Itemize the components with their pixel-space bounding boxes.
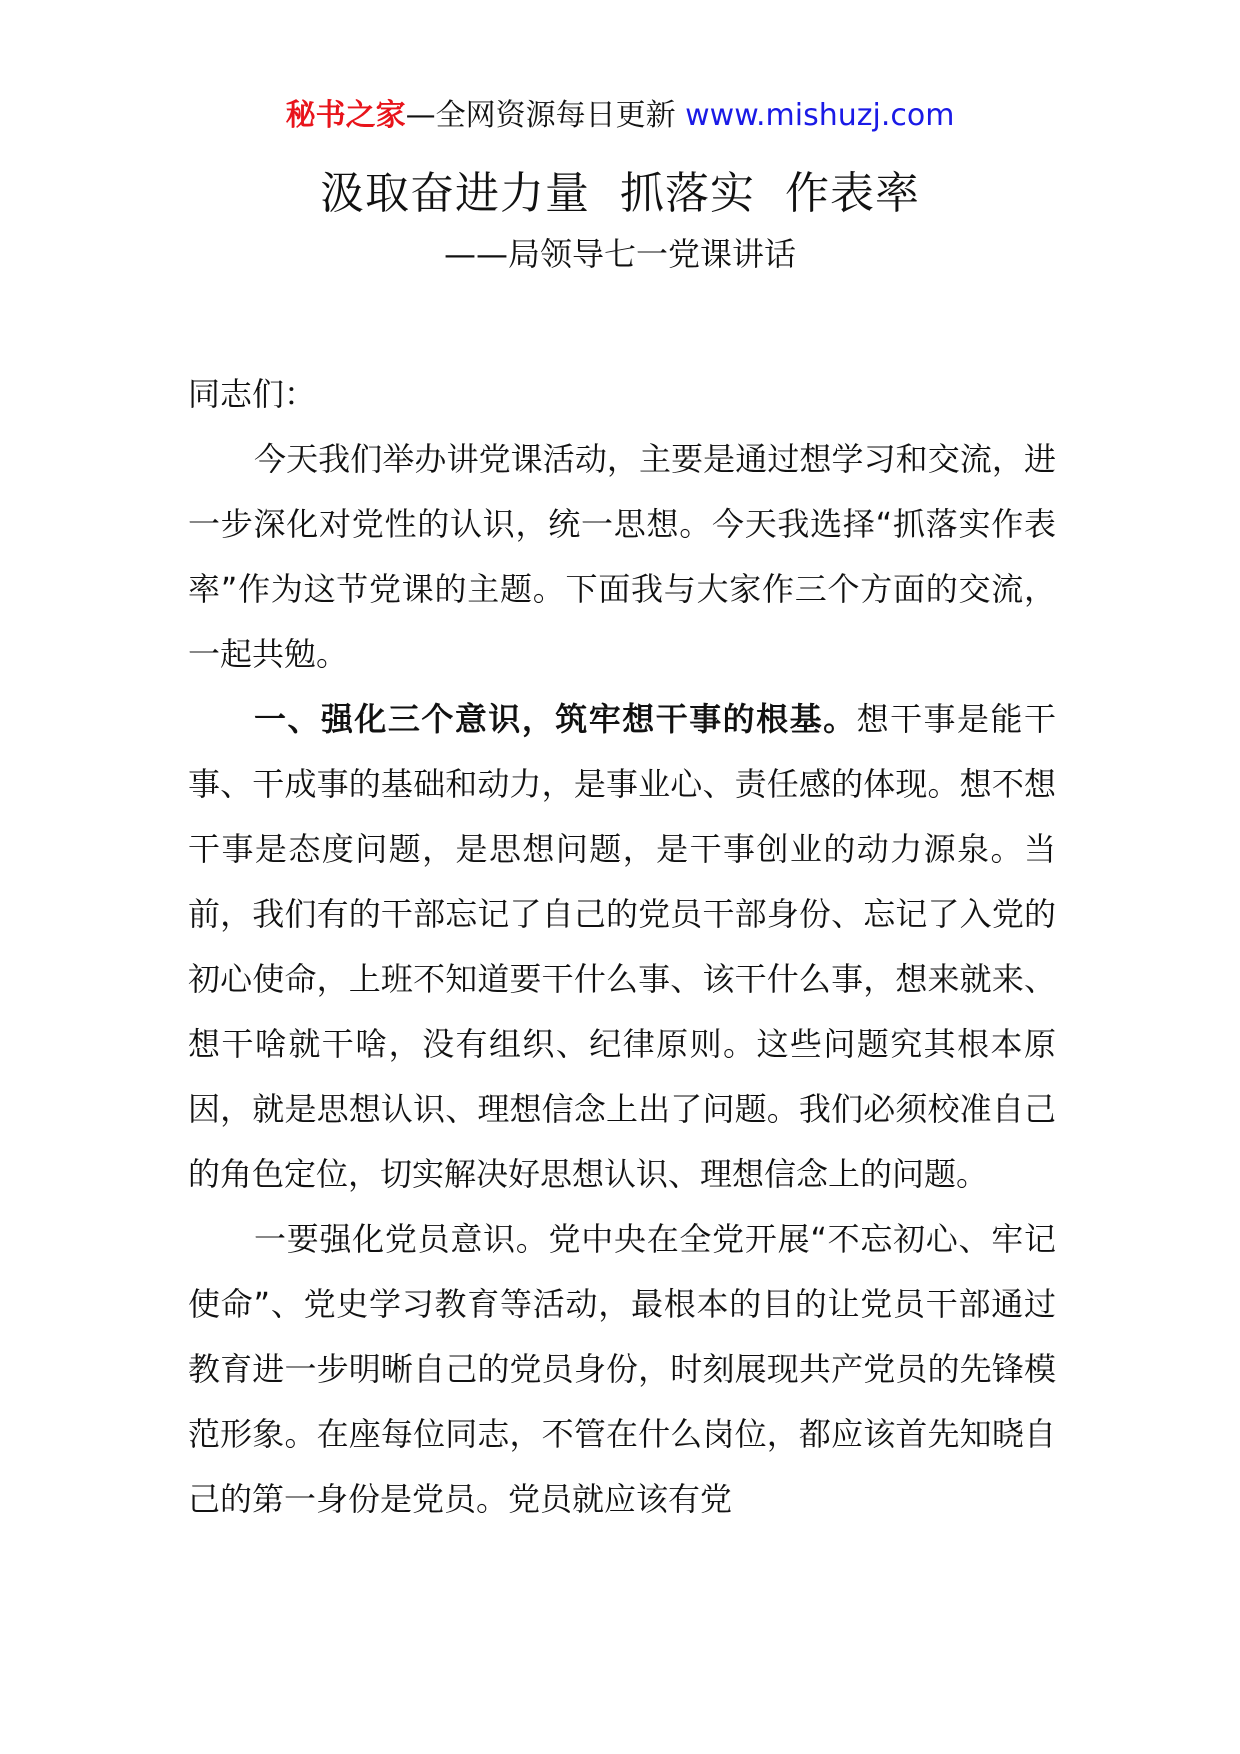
document-title: 汲取奋进力量 抓落实 作表率 bbox=[320, 168, 920, 219]
paragraph-party-awareness bbox=[188, 1207, 1056, 1532]
paragraph-text: 一要强化党员意识。党中央在全党开展“不忘初心、牢记使命”、党史学习教育等活动，最根本的目的让党员干部通过教育进一步明晰自己的党员身份，时刻展现共产党员的先锋模范形象。在座每位同志，不管在什么岗位，都应该首先知晓自己的第一身份是党员。党员就应该有党 bbox=[188, 1220, 1056, 1518]
paragraph-text: 今天我们举办讲党课活动，主要是通过想学习和交流，进一步深化对党性的认识，统一思想。今天我选择“抓落实作表率”作为这节党课的主题。下面我与大家作三个方面的交流，一起共勉。 bbox=[188, 440, 1056, 673]
site-tagline: —全网资源每日更新 bbox=[405, 98, 686, 133]
site-url-link[interactable]: www.mishuzj.com bbox=[685, 98, 955, 133]
paragraph-text: 想干事是能干事、干成事的基础和动力，是事业心、责任感的体现。想不想干事是态度问题，是思想问题，是干事创业的动力源泉。当前，我们有的干部忘记了自己的党员干部身份、忘记了入党的初心使命，上班不知道要干什么事、该干什么事，想来就来、想干啥就干啥，没有组织、纪律原则。这些问题究其根本原因，就是思想认识、理想信念上出了问题。我们必须校准自己的角色定位，切实解决好思想认识、理想信念上的问题。 bbox=[188, 700, 1056, 1193]
section-heading: 一、强化三个意识，筑牢想干事的根基。 bbox=[254, 700, 857, 738]
document-subtitle: ——局领导七一党课讲话 bbox=[443, 235, 796, 273]
paragraph-section-one bbox=[188, 687, 1056, 1207]
greeting: 同志们： bbox=[188, 375, 317, 413]
site-brand: 秘书之家 bbox=[285, 98, 406, 133]
paragraph-intro bbox=[188, 427, 1056, 687]
document-body bbox=[188, 362, 1056, 1532]
site-header bbox=[0, 96, 1240, 136]
